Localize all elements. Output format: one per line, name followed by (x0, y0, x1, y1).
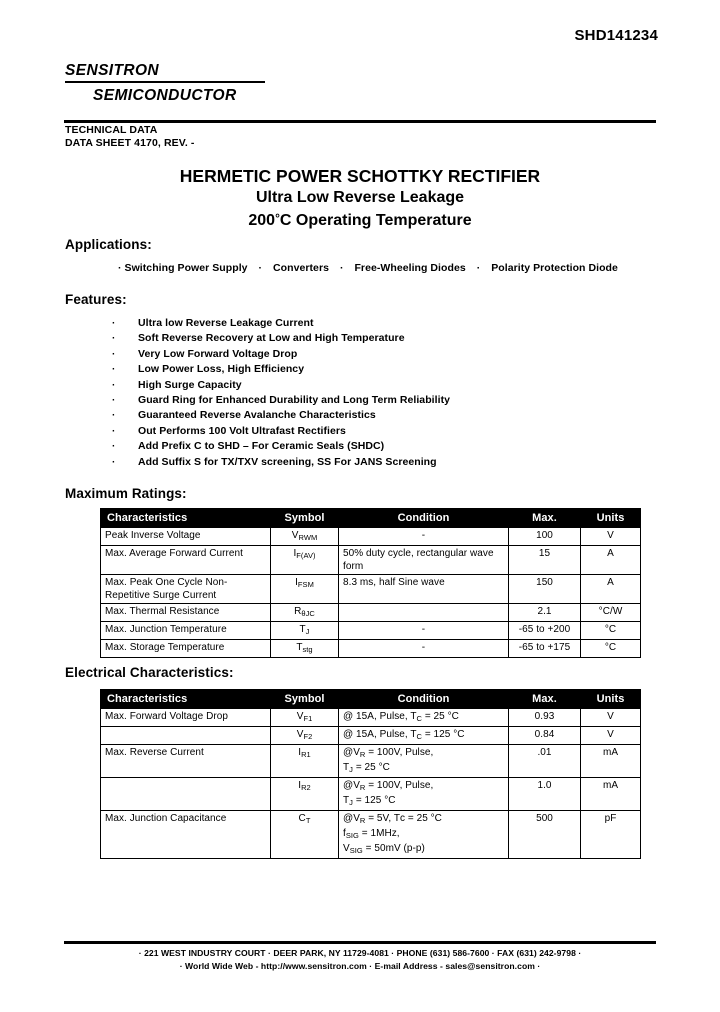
symbol-subscript: J (305, 627, 310, 636)
table-row (101, 546, 641, 575)
feature-text: Out Performs 100 Volt Ultrafast Rectifiers (138, 424, 346, 437)
company-logo (65, 62, 395, 105)
cell-condition (339, 778, 509, 811)
cell-characteristic: Max. Average Forward Current (101, 546, 271, 575)
cell-symbol (271, 778, 339, 811)
symbol-subscript: FSM (297, 580, 314, 589)
table-row (101, 622, 641, 640)
cell-condition (339, 745, 509, 778)
symbol-base: V (296, 729, 304, 740)
document-title-block (0, 166, 720, 231)
page-subtitle: Ultra Low Reverse Leakage (255, 189, 465, 206)
header-divider (64, 120, 656, 123)
condition-line: @ 15A, Pulse, $T_C = 125$ °C (343, 729, 465, 741)
features-heading: Features: (65, 292, 127, 307)
footer (0, 947, 720, 973)
bullet-icon: · (112, 456, 116, 468)
degree-icon: ° (275, 211, 280, 225)
column-header-max: Max. (509, 690, 581, 709)
maximum-ratings-table (100, 508, 641, 658)
bullet-icon: · (258, 262, 263, 274)
application-item: Switching Power Supply (124, 262, 248, 274)
cell-condition: - (339, 528, 509, 546)
feature-text: Soft Reverse Recovery at Low and High Temperature (138, 332, 405, 345)
feature-text: Ultra low Reverse Leakage Current (138, 317, 314, 329)
cell-symbol (271, 709, 339, 727)
cell-max: .01 (509, 745, 581, 778)
table-header-row (101, 509, 641, 528)
applications-heading: Applications: (65, 237, 152, 252)
bullet-icon: · (112, 410, 116, 422)
symbol-subscript: θJC (301, 609, 315, 618)
list-item (110, 347, 450, 362)
cell-characteristic: Max. Peak One Cycle Non-Repetitive Surge Current (101, 575, 271, 604)
bullet-icon: · (112, 333, 116, 345)
feature-text: Low Power Loss, High Efficiency (138, 363, 305, 376)
cell-max: 15 (509, 546, 581, 575)
bullet-icon: · (112, 364, 116, 376)
page-subtitle-temperature (0, 208, 720, 231)
condition-line: $@V_R = 100V$, Pulse, (343, 747, 434, 759)
symbol-base: I (298, 780, 302, 791)
part-number: SHD141234 (574, 27, 658, 44)
symbol-base: V (296, 711, 304, 722)
logo-semiconductor: SEMICONDUCTOR (93, 87, 237, 104)
table-header-row (101, 690, 641, 709)
list-item (110, 424, 450, 439)
cell-max: 1.0 (509, 778, 581, 811)
cell-max: 150 (509, 575, 581, 604)
technical-data-block (65, 124, 195, 149)
cell-symbol (271, 575, 339, 604)
cell-characteristic: Max. Forward Voltage Drop (101, 709, 271, 727)
condition-line: $@V_R = 100V$, Pulse, (343, 780, 434, 792)
cell-condition (339, 604, 509, 622)
cell-units: V (581, 528, 641, 546)
cell-units: V (581, 709, 641, 727)
symbol-base: C (298, 813, 306, 824)
cell-max: 500 (509, 811, 581, 859)
cell-condition (339, 727, 509, 745)
cell-symbol (271, 811, 339, 859)
list-item (110, 439, 450, 454)
temp-value: 200 (248, 212, 276, 229)
column-header-condition: Condition (339, 509, 509, 528)
symbol-subscript: RWM (298, 533, 318, 542)
table-row (101, 745, 641, 778)
list-item (110, 316, 450, 331)
list-item (110, 408, 450, 423)
feature-text: Very Low Forward Voltage Drop (138, 347, 298, 360)
feature-text: Add Suffix S for TX/TXV screening, SS For JANS Screening (138, 455, 437, 468)
cell-characteristic: Max. Thermal Resistance (101, 604, 271, 622)
cell-max: 100 (509, 528, 581, 546)
cell-characteristic: Max. Storage Temperature (101, 640, 271, 658)
page-title: HERMETIC POWER SCHOTTKY RECTIFIER (179, 166, 541, 186)
column-header-condition: Condition (339, 690, 509, 709)
footer-divider (64, 941, 656, 944)
footer-address-line: · 221 WEST INDUSTRY COURT · DEER PARK, NY 11729-4081 · PHONE (631) 586-7600 · FAX (631) 242-9798 · (138, 948, 582, 958)
cell-characteristic: Max. Reverse Current (101, 745, 271, 778)
datasheet-revision: DATA SHEET 4170, REV. - (65, 136, 195, 149)
cell-characteristic (101, 778, 271, 811)
condition-line: @ 15A, Pulse, $T_C = 25$ °C (343, 711, 459, 723)
list-item (110, 455, 450, 470)
condition-line: $T_J = 125$ °C (343, 795, 396, 807)
symbol-base: T (296, 642, 303, 653)
cell-characteristic: Max. Junction Temperature (101, 622, 271, 640)
cell-condition (339, 709, 509, 727)
table-row (101, 778, 641, 811)
column-header-max: Max. (509, 509, 581, 528)
cell-condition (339, 811, 509, 859)
cell-condition: - (339, 640, 509, 658)
cell-symbol (271, 528, 339, 546)
cell-max: -65 to +200 (509, 622, 581, 640)
bullet-icon: · (339, 262, 344, 274)
table-row (101, 727, 641, 745)
feature-text: Add Prefix C to SHD – For Ceramic Seals (SHDC) (138, 440, 385, 453)
cell-symbol (271, 640, 339, 658)
bullet-icon: · (118, 262, 122, 274)
cell-units: °C (581, 622, 641, 640)
column-header-units: Units (581, 509, 641, 528)
cell-units: °C (581, 640, 641, 658)
condition-line: $f_{SIG} = 1MHz$, (343, 828, 400, 840)
list-item (110, 378, 450, 393)
cell-symbol (271, 727, 339, 745)
column-header-symbol: Symbol (271, 509, 339, 528)
cell-max: -65 to +175 (509, 640, 581, 658)
cell-condition: 50% duty cycle, rectangular wave form (339, 546, 509, 575)
electrical-characteristics-table (100, 689, 641, 859)
list-item (110, 331, 450, 346)
table-row (101, 575, 641, 604)
column-header-characteristics: Characteristics (101, 690, 271, 709)
logo-sensitron: SENSITRON (65, 62, 265, 83)
cell-max: 2.1 (509, 604, 581, 622)
table-row (101, 640, 641, 658)
bullet-icon: · (112, 348, 116, 360)
symbol-base: I (295, 577, 298, 588)
bullet-icon: · (476, 262, 481, 274)
cell-characteristic: Peak Inverse Voltage (101, 528, 271, 546)
condition-line: $T_J = 25$ °C (343, 762, 390, 774)
cell-units: V (581, 727, 641, 745)
cell-max: 0.84 (509, 727, 581, 745)
bullet-icon: · (112, 425, 116, 437)
feature-text: High Surge Capacity (138, 378, 242, 391)
symbol-subscript: F1 (303, 714, 313, 723)
symbol-base: R (294, 606, 302, 617)
cell-characteristic: Max. Junction Capacitance (101, 811, 271, 859)
column-header-units: Units (581, 690, 641, 709)
application-item: Converters (273, 262, 329, 274)
symbol-subscript: R1 (301, 750, 311, 759)
bullet-icon: · (112, 395, 116, 407)
cell-condition: 8.3 ms, half Sine wave (339, 575, 509, 604)
cell-units: mA (581, 778, 641, 811)
features-list (110, 316, 450, 470)
application-item: Polarity Protection Diode (491, 262, 618, 274)
condition-line: $V_{SIG} = 50mV$ (p-p) (343, 843, 425, 855)
applications-list (118, 262, 618, 274)
condition-line: $@V_R = 5V$, Tᴄ = 25 °C (343, 813, 442, 825)
cell-units: pF (581, 811, 641, 859)
bullet-icon: · (112, 318, 116, 329)
cell-symbol (271, 546, 339, 575)
feature-text: Guard Ring for Enhanced Durability and Long Term Reliability (138, 394, 451, 407)
list-item (110, 362, 450, 377)
symbol-subscript: F2 (303, 732, 313, 741)
symbol-subscript: T (305, 816, 311, 825)
symbol-base: I (293, 548, 297, 559)
cell-units: mA (581, 745, 641, 778)
maximum-ratings-heading: Maximum Ratings: (65, 486, 187, 501)
footer-web-line: · World Wide Web - http://www.sensitron.com · E-mail Address - sales@sensitron.com · (179, 961, 541, 971)
cell-max: 0.93 (509, 709, 581, 727)
technical-data-label: TECHNICAL DATA (65, 124, 158, 136)
feature-text: Guaranteed Reverse Avalanche Characteristics (138, 409, 376, 422)
table-row (101, 811, 641, 859)
cell-units: A (581, 575, 641, 604)
table-row (101, 709, 641, 727)
symbol-base: T (299, 624, 306, 635)
cell-symbol (271, 745, 339, 778)
cell-units: °C/W (581, 604, 641, 622)
cell-symbol (271, 622, 339, 640)
bullet-icon: · (112, 441, 116, 453)
symbol-subscript: stg (302, 645, 313, 654)
symbol-subscript: R2 (301, 783, 311, 792)
table-row (101, 528, 641, 546)
cell-condition: - (339, 622, 509, 640)
bullet-icon: · (112, 379, 116, 391)
symbol-base: I (298, 747, 302, 758)
cell-symbol (271, 604, 339, 622)
list-item (110, 393, 450, 408)
cell-characteristic (101, 727, 271, 745)
application-item: Free-Wheeling Diodes (354, 262, 466, 274)
electrical-characteristics-heading: Electrical Characteristics: (65, 665, 234, 680)
symbol-base: V (291, 530, 299, 541)
temp-suffix: C Operating Temperature (279, 212, 472, 229)
column-header-symbol: Symbol (271, 690, 339, 709)
table-row (101, 604, 641, 622)
cell-units: A (581, 546, 641, 575)
column-header-characteristics: Characteristics (101, 509, 271, 528)
symbol-subscript: F(AV) (296, 551, 316, 560)
